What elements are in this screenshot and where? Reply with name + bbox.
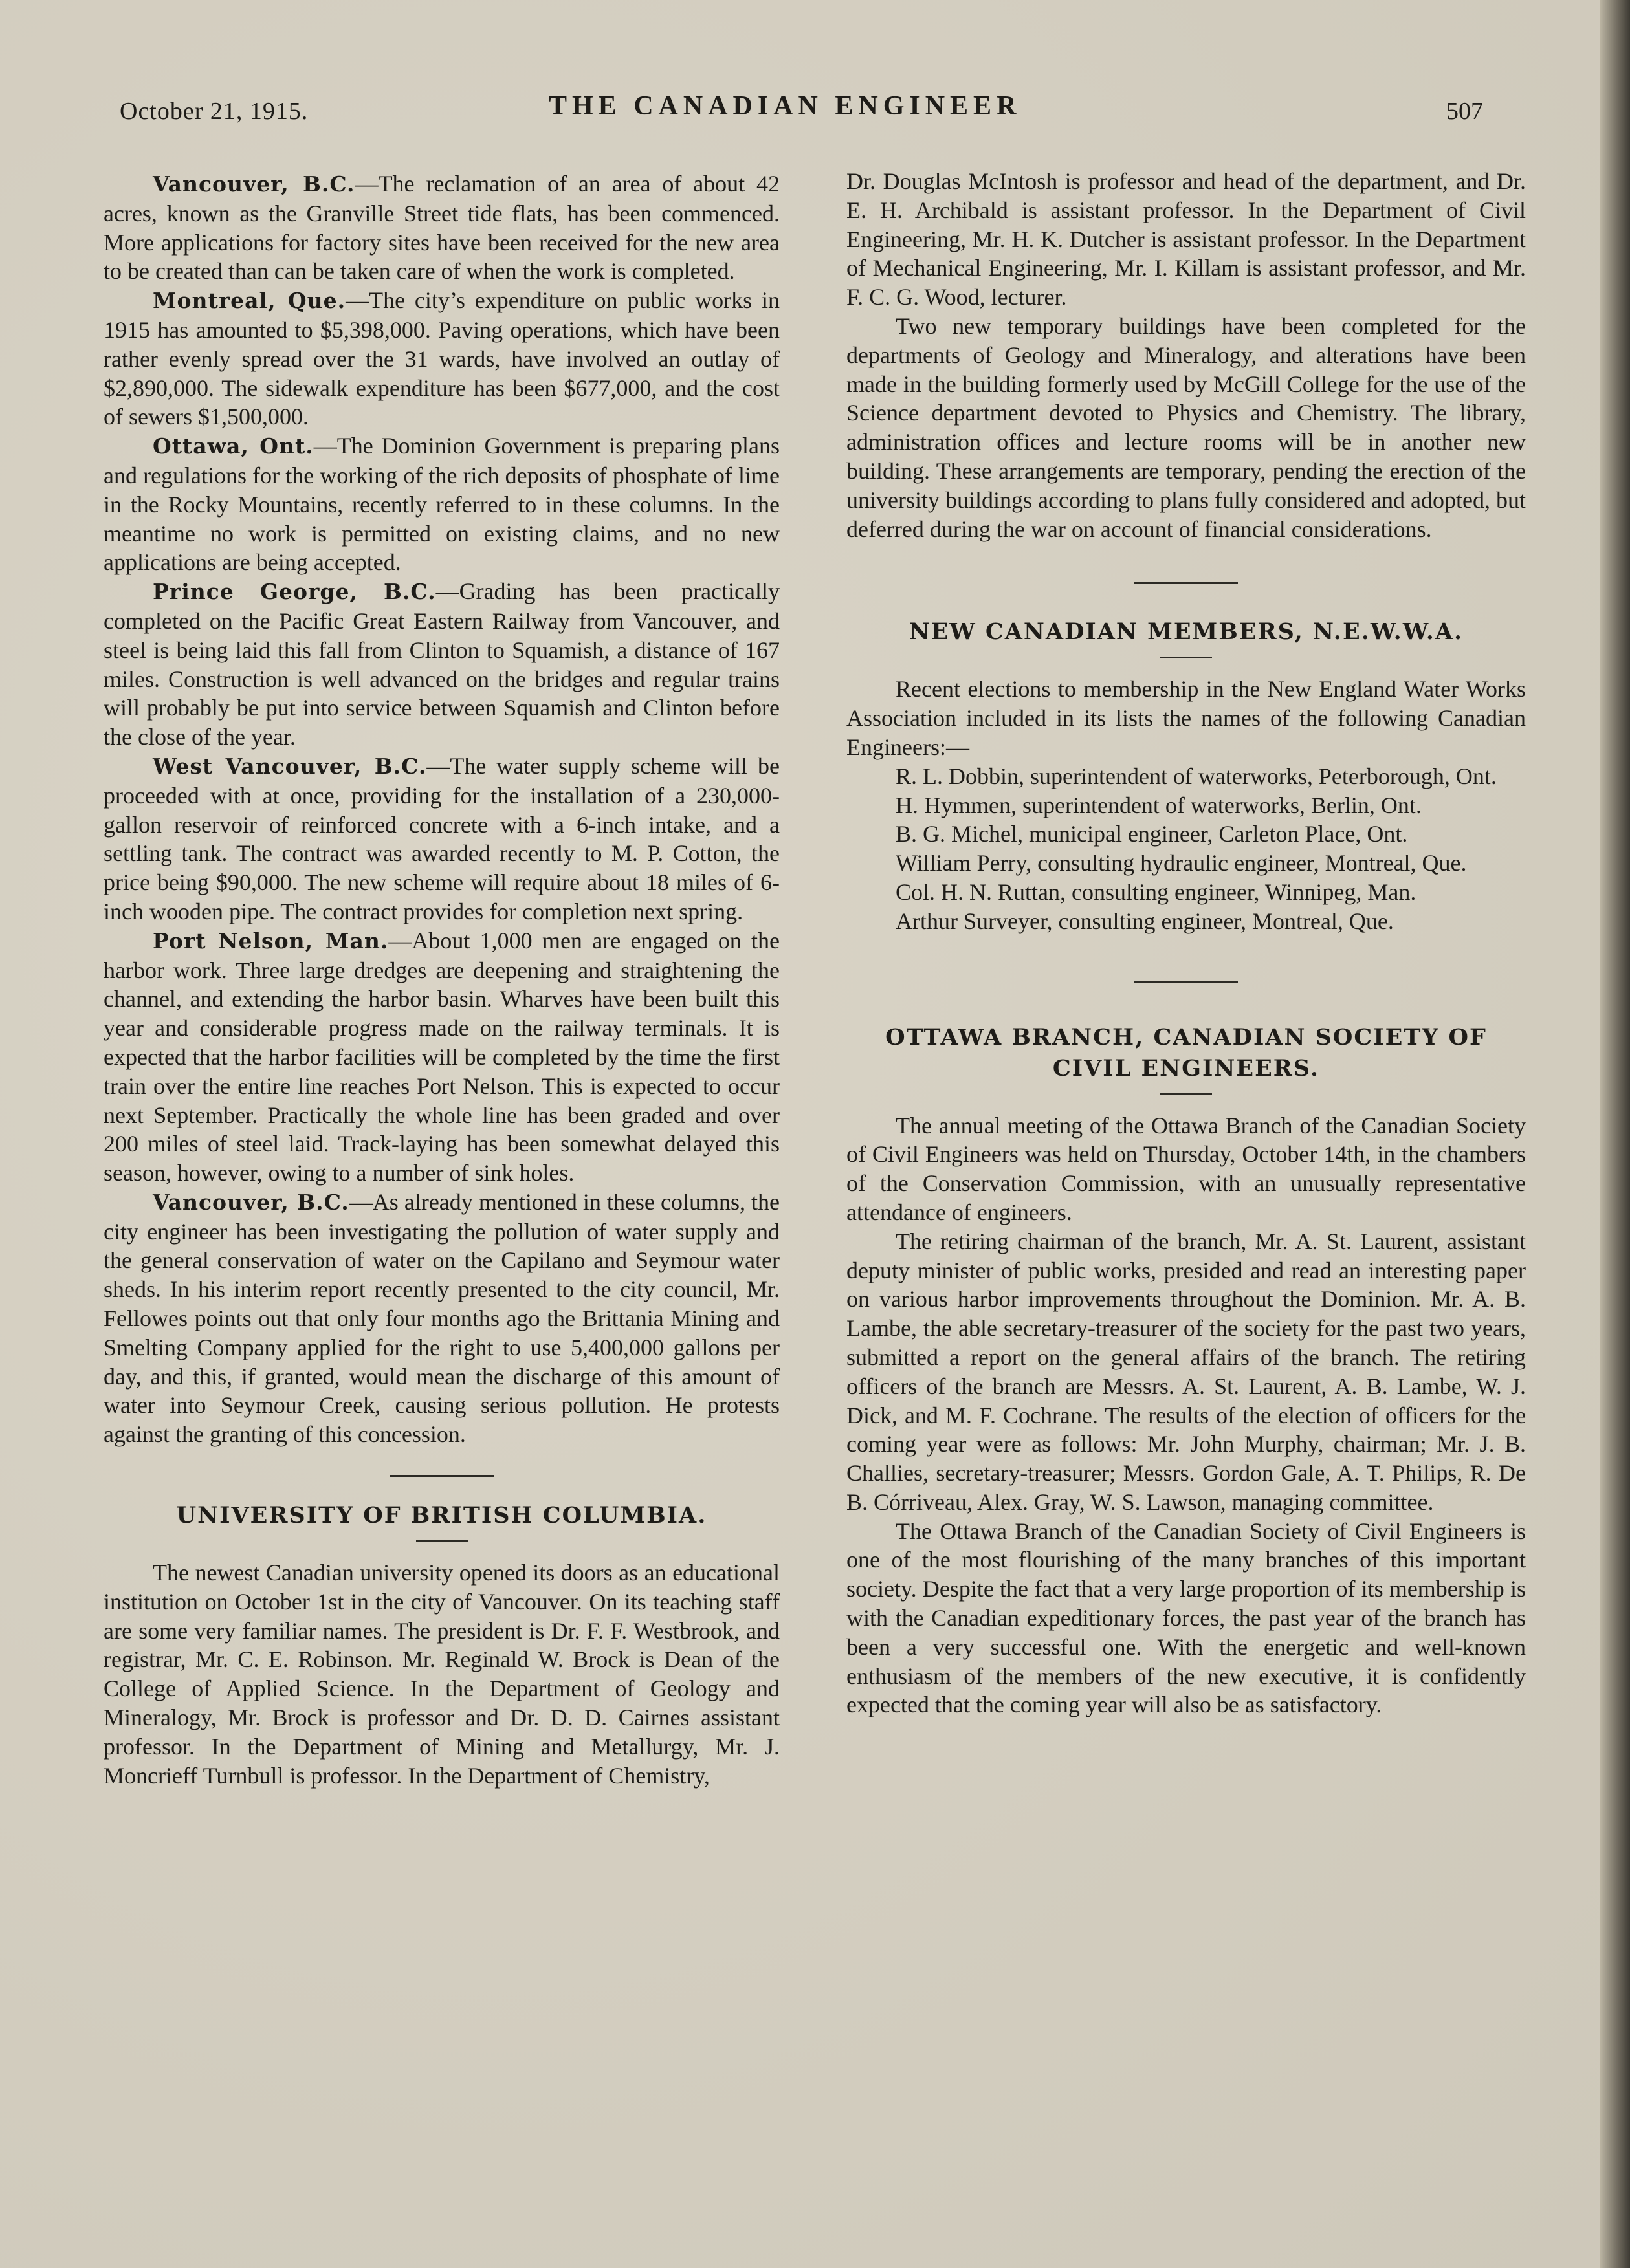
news-item-ottawa <box>104 431 780 577</box>
news-item-lead: Prince George, B.C. <box>153 579 436 605</box>
heading-underline <box>1160 1093 1212 1095</box>
ottawa-paragraph: The retiring chairman of the branch, Mr. A. St. Laurent, assistant deputy minister of public works, presided and read an interesting paper on various harbor improvements throughout the Dominion. Mr. A. B. Lambe, the able secretary-treasurer of the society for the past two years, submitted a report on the general affairs of the branch. The retiring officers of the branch are Messrs. A. St. Laurent, A. B. Lambe, W. J. Dick, and M. F. Cochrane. The results of the election of officers for the coming year were as follows: Mr. John Murphy, chairman; Mr. J. B. Challies, secretary-treasurer; Messrs. Gordon Gale, A. T. Philips, R. De B. Córriveau, Alex. Gray, W. S. Lawson, managing committee. <box>846 1228 1526 1515</box>
news-item-lead: Ottawa, Ont. <box>153 433 314 459</box>
news-item-lead: Port Nelson, Man. <box>153 928 389 954</box>
right-column <box>846 167 1526 1719</box>
news-item-text: —The water supply scheme will be proceeded with at once, providing for the installation of a 230,000-gallon reservoir of reinforced concrete with a 6-inch intake, and a settling tank. The contract was awarded recently to M. P. Cotton, the price being $90,000. The new scheme will require about 18 miles of 6-inch wooden pipe. The contract provides for completion next spring. <box>104 752 780 924</box>
news-item-text: —As already mentioned in these columns, the city engineer has been investigating the pollution of water supply and the general conservation of water on the Capilano and Seymour water sheds. In his interim report recently presented to the city council, Mr. Fellowes points out that only four months ago the Brittania Mining and Smelting Company applied for the right to use 5,400,000 gallons per day, and this, if granted, would mean the discharge of this amount of water into Seymour Creek, causing serious pollution. He protests against the granting of this concession. <box>104 1188 780 1448</box>
member-entry: R. L. Dobbin, superintendent of waterworks, Peterborough, Ont. <box>896 763 1497 789</box>
ottawa-paragraph: The annual meeting of the Ottawa Branch of the Canadian Society of Civil Engineers was held on Thursday, October 14th, in the chambers of the Conservation Commission, with an unusually representative attendance of engineers. <box>846 1112 1526 1225</box>
issue-date: October 21, 1915. <box>120 98 309 125</box>
ottawa-heading-line2: CIVIL ENGINEERS. <box>1052 1054 1320 1082</box>
news-item-lead: Vancouver, B.C. <box>153 171 355 197</box>
heading-underline <box>1160 657 1212 658</box>
ottawa-paragraph: The Ottawa Branch of the Canadian Society of Civil Engineers is one of the most flourishing of the many branches of this important society. Despite the fact that a very large proportion of its membership is with the Canadian expeditionary forces, the past year of the branch has been a very successful one. With the energetic and well-known enthusiasm of the members of the new executive, it is confidently expected that the coming year will also be as satisfactory. <box>846 1518 1526 1718</box>
news-item-port-nelson <box>104 926 780 1188</box>
member-entry: William Perry, consulting hydraulic engineer, Montreal, Que. <box>896 850 1467 877</box>
news-item-text: —About 1,000 men are engaged on the harbor work. Three large dredges are deepening and straightening the channel, and extending the harbor basin. Wharves have been built this year and considerable progress made on the railway terminals. It is expected that the harbor facilities will be completed by the time the first train over the entire line reaches Port Nelson. This is expected to occur next September. Practically the whole line has been graded and over 200 miles of steel laid. Track-laying has been somewhat delayed this season, however, owing to a number of sink holes. <box>104 927 780 1186</box>
news-item-prince-george <box>104 577 780 752</box>
scan-binding-edge <box>1600 0 1630 2268</box>
ubc-paragraph: The newest Canadian university opened its doors as an educational institution on October 1st in the city of Vancouver. On its teaching staff are some very familiar names. The president is Dr. F. F. Westbrook, and registrar, Mr. C. E. Robinson. Mr. Reginald W. Brock is Dean of the College of Applied Science. In the Department of Geology and Mineralogy, Mr. Brock is professor and Dr. D. D. Cairnes assistant professor. In the Department of Mining and Metallurgy, Mr. J. Moncrieff Turnbull is professor. In the Department of Chemistry, <box>104 1560 780 1789</box>
member-entry: B. G. Michel, municipal engineer, Carleton Place, Ont. <box>896 821 1408 847</box>
news-item-west-vancouver <box>104 752 780 926</box>
page-number: 507 <box>1446 98 1483 125</box>
news-item-lead: Montreal, Que. <box>153 288 346 314</box>
news-item-lead: Vancouver, B.C. <box>153 1189 349 1215</box>
left-column <box>104 169 780 1790</box>
news-item-text: —The reclamation of an area of about 42 acres, known as the Granville Street tide flats, has been commenced. More applications for factory sites have been received for the new area to be created than can be taken care of when the work is completed. <box>104 171 780 285</box>
news-item-vancouver-2 <box>104 1188 780 1449</box>
news-item-vancouver-1 <box>104 169 780 286</box>
news-item-montreal <box>104 286 780 431</box>
news-item-text: —Grading has been practically completed on the Pacific Great Eastern Railway from Vancouver, and steel is being laid this fall from Clinton to Squamish, a distance of 167 miles. Construction is well advanced on the bridges and regular trains will probably be put into service between Squamish and Clinton before the close of the year. <box>104 578 780 750</box>
news-item-text: —The Dominion Government is preparing plans and regulations for the working of the rich deposits of phosphate of lime in the Rocky Mountains, recently referred to in these columns. In the meantime no work is permitted on existing claims, and no new applications are being accepted. <box>104 433 780 576</box>
member-entry: Col. H. N. Ruttan, consulting engineer, Winnipeg, Man. <box>896 878 1416 905</box>
ubc-heading: UNIVERSITY OF BRITISH COLUMBIA. <box>176 1502 707 1529</box>
news-item-text: —The city’s expenditure on public works in 1915 has amounted to $5,398,000. Paving operations, which have been rather evenly spread over the 31 wards, have involved an outlay of $2,890,000. The sidewalk expenditure has been $677,000, and the cost of sewers $1,500,000. <box>104 287 780 430</box>
publication-title: THE CANADIAN ENGINEER <box>549 91 1022 121</box>
member-entry: H. Hymmen, superintendent of waterworks, Berlin, Ont. <box>896 792 1422 818</box>
ubc-continued-paragraph: Dr. Douglas McIntosh is professor and head of the department, and Dr. E. H. Archibald is assistant professor. In the Department of Civil Engineering, Mr. H. K. Dutcher is assistant professor. In the Department of Mechanical Engineering, Mr. I. Killam is assistant professor, and Mr. F. C. G. Wood, lecturer. <box>846 168 1526 311</box>
ubc-buildings-paragraph: Two new temporary buildings have been completed for the departments of Geology and Mineralogy, and alterations have been made in the building formerly used by McGill College for the use of the Science department devoted to Physics and Chemistry. The library, administration offices and lecture rooms will be in another new building. These arrangements are temporary, pending the erection of the university buildings according to plans fully considered and adopted, but deferred during the war on account of financial considerations. <box>846 312 1526 542</box>
heading-underline <box>416 1540 468 1542</box>
members-intro: Recent elections to membership in the New England Water Works Association included in its lists the names of the following Canadian Engineers:— <box>846 676 1526 760</box>
member-entry: Arthur Surveyer, consulting engineer, Montreal, Que. <box>896 908 1394 934</box>
members-heading: NEW CANADIAN MEMBERS, N.E.W.W.A. <box>909 618 1464 646</box>
ottawa-heading-line1: OTTAWA BRANCH, CANADIAN SOCIETY OF <box>885 1023 1487 1051</box>
news-item-lead: West Vancouver, B.C. <box>153 753 427 779</box>
